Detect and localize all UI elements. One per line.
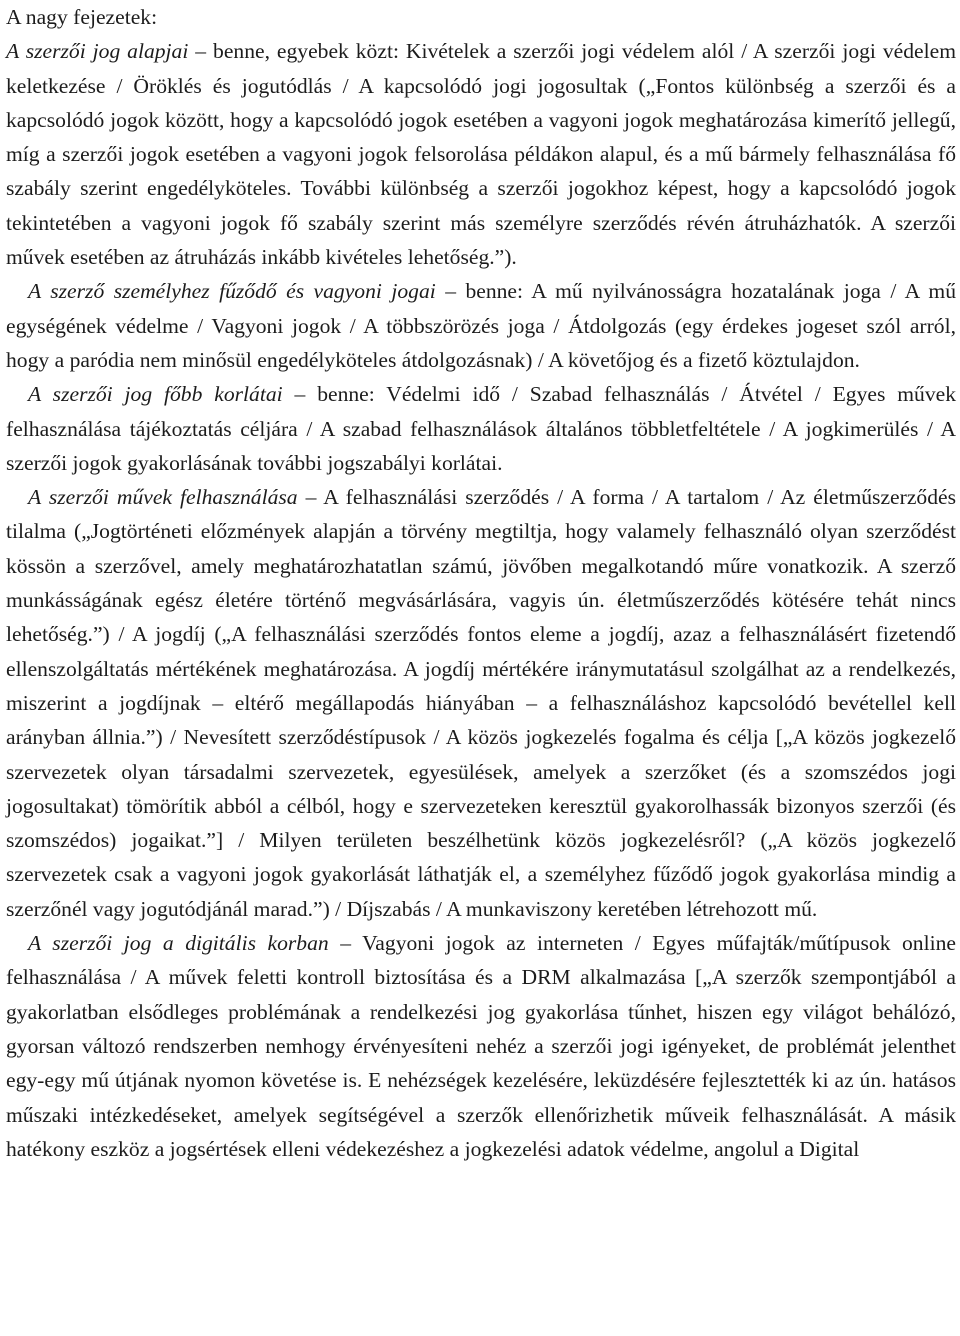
section-felhasznalasa [6, 480, 956, 926]
section-szemelyhez-fuzodo-jogok [6, 274, 956, 377]
document-page [6, 0, 956, 1166]
section-separator: – [188, 39, 214, 64]
section-separator: – [328, 931, 363, 956]
section-digitalis-korban [6, 926, 956, 1166]
section-body: benne, egyebek közt: Kivételek a szerzői jogi védelem alól / A szerzői jogi védelem keletkezése / Öröklés és jogutódlás / A kapcsolódó jogi jogosultak („Fontos különbség a szerzői és a kapcsolódó jogok között, hogy a kapcsolódó jogok esetében a vagyoni jogok meghatározása kimerítő jellegű, míg a szerzői jogok esetében a vagyoni jogok felsorolása példákon alapul, és a mű bármely felhasználása fő szabály szerint engedélyköteles. További különbség a szerzői jogokhoz képest, hogy a kapcsolódó jogok tekintetében a vagyoni jogok fő szabály szerint más személyre szerződés révén átruházhatók. A szerzői művek esetében az átruházás inkább kivételes lehetőség.”). [6, 39, 956, 270]
section-separator: – [282, 382, 318, 407]
section-separator: – [435, 279, 466, 304]
section-separator: – [297, 485, 324, 510]
section-body: A felhasználási szerződés / A forma / A tartalom / Az életműszerződés tilalma („Jogtörténeti előzmények alapján a törvény megtiltja, hogy valamely felhasználó olyan szerződést kössön a szerzővel, amely meghatározhatatlan számú, jövőben megalkotandó műre vonatkozik. A szerző munkásságának egész életére történő megvásárlására, vagyis ún. életműszerződés kötésére tehát nincs lehetőség.”) / A jogdíj („A felhasználási szerződés fontos eleme a jogdíj, azaz a felhasználásért fizetendő ellenszolgáltatás mértékének meghatározása. A jogdíj mértékére iránymutatásul szolgálhat az a rendelkezés, miszerint a jogdíjnak – eltérő megállapodás hiányában – a felhasználáshoz kapcsolódó bevétellel kell arányban állnia.”) / Nevesített szerződéstípusok / A közös jogkezelés fogalma és célja [„A közös jogkezelő szervezetek olyan társadalmi szervezetek, egyesülések, amelyek a szerzőket (és a szomszédos jogi jogosultakat) tömörítik abból a célból, hogy e szervezeteken keresztül gyakorolhassák bizonyos szerzői (és szomszédos) jogaikat.”] / Milyen területen beszélhetünk közös jogkezelésről? („A közös jogkezelő szervezetek csak a vagyoni jogok gyakorlását láthatják el, a személyhez fűződő jogok gyakorlása mindig a szerzőnél vagy jogutódjánál marad.”) / Díjszabás / A munkaviszony keretében létrehozott mű. [6, 485, 956, 921]
section-alapjai [6, 34, 956, 274]
section-title: A szerzői jog főbb korlátai [28, 382, 283, 407]
section-body: benne: Védelmi idő / Szabad felhasználás / Átvétel / Egyes művek felhasználása tájékoztatás céljára / A szabad felhasználások általános többletfeltétele / A jogkimerülés / A szerzői jogok gyakorlásának további jogszabályi korlátai. [6, 382, 957, 475]
section-title: A szerzői jog alapjai [6, 39, 189, 64]
page-heading: A nagy fejezetek: [6, 5, 158, 29]
section-title: A szerző személyhez fűződő és vagyoni jogai [28, 279, 436, 304]
section-korlatai [6, 377, 956, 480]
section-body: benne: A mű nyilvánosságra hozatalának joga / A mű egységének védelme / Vagyoni jogok / A többszörözés joga / Átdolgozás (egy érdekes jogeset szól arról, hogy a paródia nem minősül engedélyköteles átdolgozásnak) / A követőjog és a fizető köztulajdon. [6, 279, 957, 372]
section-body: Vagyoni jogok az interneten / Egyes műfajták/műtípusok online felhasználása / A művek feletti kontroll biztosítása és a DRM alkalmazása [„A szerzők szempontjából a gyakorlatban elsődleges problémának a rendelkezési jog gyakorlása tűnhet, hiszen egy világot behálózó, gyorsan változó rendszerben nemhogy érvényesíteni nehéz a szerzői jogi igényeket, de problémát jelenthet egy-egy mű útjának nyomon követése is. E nehézségek kezelésére, leküzdésére fejlesztették ki az ún. hatásos műszaki intézkedéseket, amelyek segítségével a szerzők ellenőrizhetik műveik felhasználását. A másik hatékony eszköz a jogsértések elleni védekezéshez a jogkezelési adatok védelme, angolul a Digital [6, 931, 956, 1161]
section-title: A szerzői művek felhasználása [28, 485, 298, 510]
section-title: A szerzői jog a digitális korban [28, 931, 329, 956]
